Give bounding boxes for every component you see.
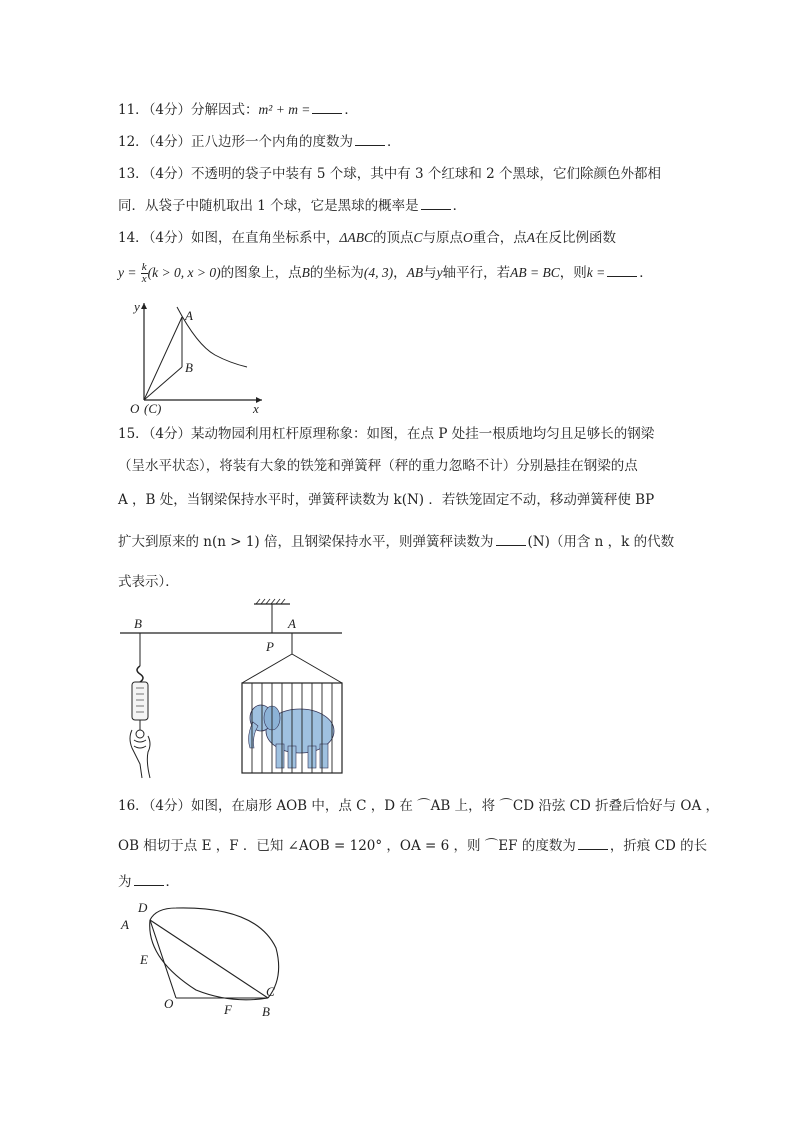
- question-16-line2: OB 相切于点 E ，F ．已知 ∠AOB = 120° ，OA = 6 ，则 ⌒EF 的度数为 ，折痕 CD 的长: [118, 838, 708, 854]
- q-score: （4分）: [148, 134, 192, 150]
- label-D: D: [138, 900, 148, 915]
- question-15-line1: 15．（4分）某动物园利用杠杆原理称象：如图，在点 P 处挂一根质地均匀且足够长的钢梁: [118, 426, 655, 442]
- label-O: O: [130, 401, 140, 416]
- label-B: B: [262, 1004, 270, 1019]
- q-score: （4分）: [148, 166, 192, 182]
- elephant-icon: [249, 705, 334, 768]
- q-score: （4分）: [148, 426, 192, 442]
- q-score: （4分）: [148, 230, 192, 246]
- fraction-k-over-x: $\frac{k}{x}$: [141, 261, 147, 285]
- q-number: 15．: [118, 426, 149, 442]
- answer-blank[interactable]: [312, 100, 342, 114]
- label-O: O: [164, 996, 174, 1011]
- q-number: 13．: [118, 166, 149, 182]
- question-15-line3: A ，B 处，当钢梁保持水平时，弹簧秤读数为 k(N) ．若铁笼固定不动，移动弹簧秤使 BP: [118, 492, 655, 508]
- label-F: F: [224, 1002, 232, 1017]
- q-number: 12．: [118, 134, 149, 150]
- label-B: B: [185, 360, 193, 375]
- figure-q14-coordinate-graph: [122, 295, 272, 417]
- q-score: （4分）: [148, 798, 192, 814]
- answer-blank[interactable]: [134, 872, 164, 886]
- question-14-line2: y = $\frac{k}{x}$ (k > 0, x > 0)的图象上，点B的坐标为(4, 3)，AB与y轴平行，若AB = BC，则k = ．: [118, 261, 653, 285]
- label-x: x: [253, 401, 259, 416]
- label-A: A: [185, 308, 193, 323]
- question-11: 11．（4分）分解因式：m² + m = ．: [118, 102, 358, 118]
- figure-q15-lever-elephant: [118, 596, 350, 782]
- question-16-line1: 16．（4分）如图，在扇形 AOB 中，点 C ，D 在 ⌒AB 上，将 ⌒CD 沿弦 CD 折叠后恰好与 OA ，: [118, 798, 720, 814]
- q-number: 16．: [118, 798, 149, 814]
- answer-blank[interactable]: [421, 196, 451, 210]
- math-expression: m² + m =: [258, 102, 311, 117]
- question-15-line5: 式表示）．: [118, 574, 179, 590]
- label-A: A: [121, 917, 129, 932]
- spring-scale-icon: [132, 633, 148, 738]
- question-13-line1: 13．（4分）不透明的袋子中装有 5 个球，其中有 3 个红球和 2 个黑球，它们除颜色外都相: [118, 166, 662, 182]
- answer-blank[interactable]: [496, 532, 526, 546]
- label-A: A: [288, 616, 296, 631]
- figure-q16-sector: [116, 898, 292, 1022]
- answer-blank[interactable]: [578, 836, 608, 850]
- q-score: （4分）: [148, 102, 192, 118]
- question-13-line2: 同．从袋子中随机取出 1 个球，它是黑球的概率是 ．: [118, 198, 467, 214]
- answer-blank[interactable]: [607, 263, 637, 277]
- question-15-line2: （呈水平状态），将装有大象的铁笼和弹簧秤（秤的重力忽略不计）分别悬挂在钢梁的点: [118, 458, 638, 474]
- question-14-line1: 14．（4分）如图，在直角坐标系中，ΔABC的顶点C与原点O重合，点A在反比例函数: [118, 230, 616, 246]
- hand-icon: [130, 730, 150, 778]
- question-12: 12．（4分）正八边形一个内角的度数为 ．: [118, 134, 401, 150]
- label-C: C: [266, 984, 275, 999]
- label-B: B: [134, 616, 142, 631]
- q-number: 14．: [118, 230, 149, 246]
- question-16-line3: 为 ．: [118, 874, 179, 890]
- label-C: (C): [144, 401, 162, 416]
- label-P: P: [266, 639, 274, 654]
- q-number: 11．: [118, 102, 149, 118]
- label-y: y: [134, 299, 140, 314]
- label-E: E: [140, 952, 148, 967]
- question-15-line4: 扩大到原来的 n(n > 1) 倍，且钢梁保持水平，则弹簧秤读数为 (N)（用含 n ，k 的代数: [118, 534, 675, 550]
- answer-blank[interactable]: [355, 132, 385, 146]
